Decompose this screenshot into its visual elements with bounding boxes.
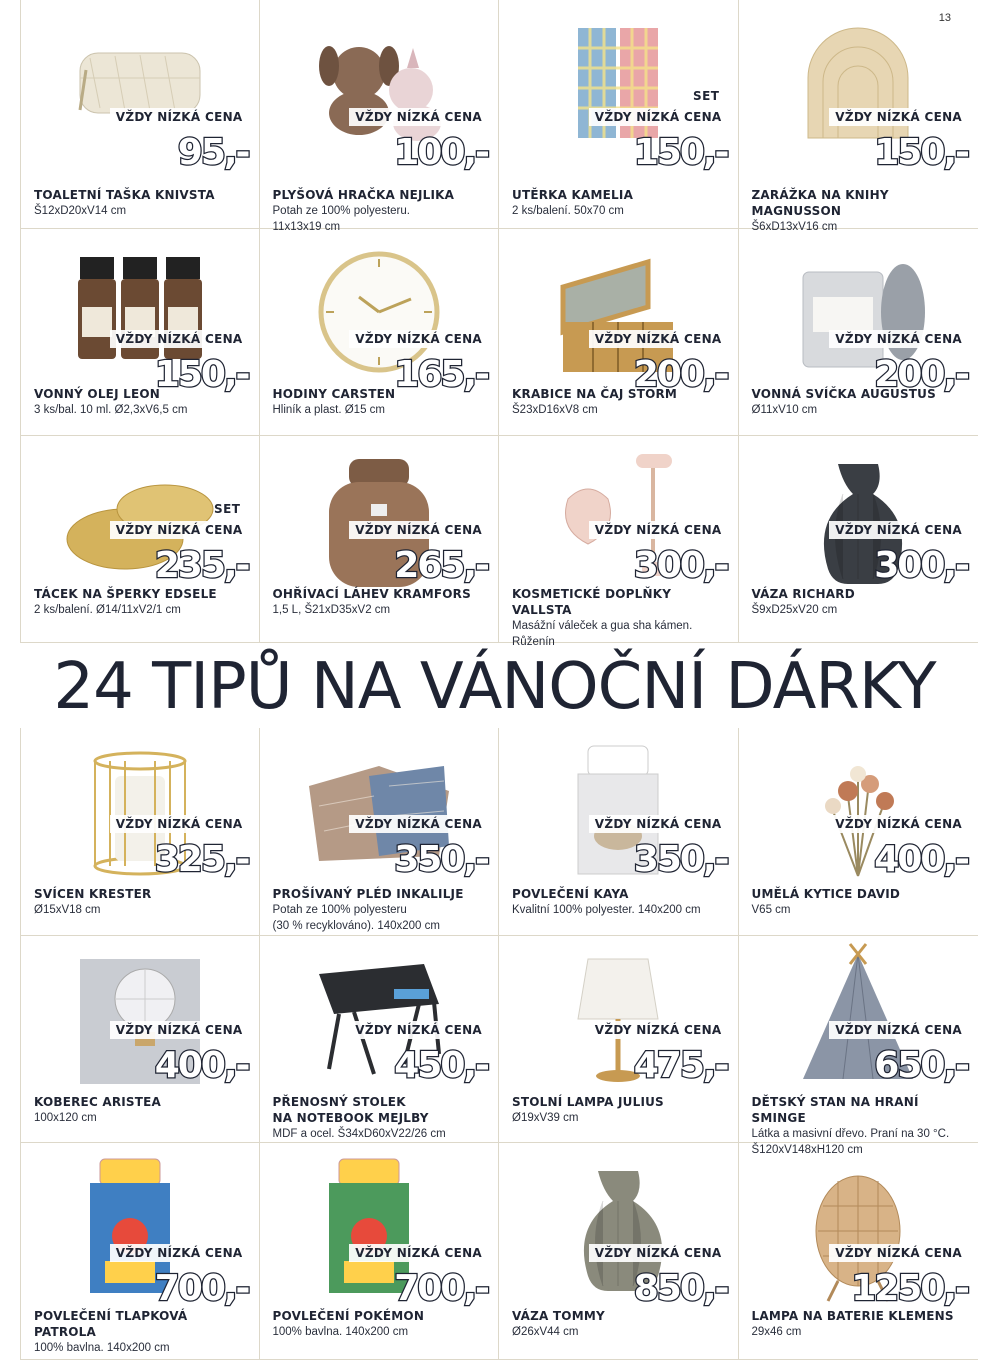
low-price-badge: VŽDY NÍZKÁ CENA: [589, 108, 728, 126]
product-description: Hliník a plast. Ø15 cm: [272, 404, 385, 416]
product-card[interactable]: [260, 936, 500, 1143]
product-info: [512, 187, 730, 219]
product-name: VÁZA RICHARD: [751, 587, 855, 601]
product-info: [512, 1308, 730, 1340]
product-name: TÁCEK NA ŠPERKY EDSELE: [34, 587, 217, 601]
price: 150,-: [154, 354, 249, 395]
product-card[interactable]: [499, 1143, 739, 1360]
low-price-badge: VŽDY NÍZKÁ CENA: [349, 1244, 488, 1262]
product-description: Š6xD13xV16 cm: [751, 221, 838, 233]
low-price-badge: VŽDY NÍZKÁ CENA: [829, 1021, 968, 1039]
product-info: [273, 886, 491, 934]
low-price-badge: VŽDY NÍZKÁ CENA: [110, 1021, 249, 1039]
low-price-badge: VŽDY NÍZKÁ CENA: [110, 330, 249, 348]
product-card[interactable]: [499, 229, 739, 436]
product-description: Ø15xV18 cm: [34, 904, 101, 916]
product-name: KOSMETICKÉ DOPLŇKY VALLSTA: [512, 587, 672, 617]
product-card[interactable]: [260, 229, 500, 436]
page-number: 13: [938, 12, 951, 24]
low-price-badge: VŽDY NÍZKÁ CENA: [589, 1021, 728, 1039]
product-card[interactable]: [739, 936, 979, 1156]
product-name: PLYŠOVÁ HRAČKA NEJLIKA: [272, 188, 455, 202]
low-price-badge: VŽDY NÍZKÁ CENA: [349, 1021, 488, 1039]
product-info: [273, 187, 491, 235]
product-description: 100% bavlna. 140x200 cm: [34, 1342, 170, 1354]
product-grid-top: [20, 0, 978, 648]
low-price-badge: VŽDY NÍZKÁ CENA: [589, 330, 728, 348]
product-card[interactable]: [20, 436, 260, 643]
low-price-badge: VŽDY NÍZKÁ CENA: [349, 815, 488, 833]
price: 475,-: [633, 1045, 728, 1086]
product-name: HODINY CARSTEN: [272, 387, 396, 401]
product-card[interactable]: [20, 229, 260, 436]
product-name: UMĚLÁ KYTICE DAVID: [751, 887, 901, 901]
product-description: (30 % recyklováno). 140x200 cm: [272, 920, 440, 932]
product-name: VÁZA TOMMY: [512, 1309, 605, 1323]
product-card[interactable]: [260, 1143, 500, 1360]
product-description: Ø11xV10 cm: [751, 404, 818, 416]
product-description: 1,5 L, Š21xD35xV2 cm: [272, 604, 391, 616]
product-info: [752, 886, 971, 918]
price: 150,-: [874, 132, 968, 173]
low-price-badge: VŽDY NÍZKÁ CENA: [110, 108, 249, 126]
product-card[interactable]: [739, 728, 979, 936]
product-description: V65 cm: [751, 904, 791, 916]
product-info: [752, 187, 971, 235]
price: 400,-: [874, 839, 968, 880]
low-price-badge: VŽDY NÍZKÁ CENA: [829, 815, 968, 833]
product-card[interactable]: [260, 0, 500, 233]
product-description: Š12xD20xV14 cm: [34, 205, 127, 217]
product-description: Potah ze 100% polyesteru.: [272, 205, 410, 217]
product-name: POVLEČENÍ POKÉMON: [272, 1309, 425, 1323]
product-card[interactable]: [260, 728, 500, 936]
product-card[interactable]: [499, 0, 739, 229]
product-description: 100x120 cm: [34, 1112, 97, 1124]
product-info: [273, 386, 491, 418]
low-price-badge: VŽDY NÍZKÁ CENA: [829, 521, 968, 539]
product-name: PŘENOSNÝ STOLEK: [272, 1095, 406, 1109]
price: 200,-: [633, 354, 728, 395]
price: 235,-: [154, 545, 249, 586]
product-info: [752, 386, 971, 418]
product-info: [273, 1094, 491, 1142]
product-info: [273, 1308, 491, 1340]
price: 1250,-: [851, 1268, 968, 1309]
product-name: KOBEREC ARISTEA: [34, 1095, 162, 1109]
product-name: VONNÁ SVÍČKA AUGUSTUS: [751, 387, 936, 401]
product-info: [34, 586, 251, 618]
product-name: UTĚRKA KAMELIA: [512, 188, 634, 202]
product-name: STOLNÍ LAMPA JULIUS: [512, 1095, 664, 1109]
product-description: 11x13x19 cm: [272, 221, 341, 233]
low-price-badge: VŽDY NÍZKÁ CENA: [589, 1244, 728, 1262]
product-info: [34, 386, 251, 418]
product-card[interactable]: [20, 728, 260, 936]
low-price-badge: VŽDY NÍZKÁ CENA: [829, 1244, 968, 1262]
price: 300,-: [874, 545, 968, 586]
product-card[interactable]: [739, 436, 979, 643]
plush-toy-icon: [300, 18, 459, 148]
product-description: Látka a masivní dřevo. Praní na 30 °C.: [751, 1128, 950, 1140]
price: 700,-: [394, 1268, 488, 1309]
price: 165,-: [394, 354, 488, 395]
low-price-badge: VŽDY NÍZKÁ CENA: [110, 1244, 249, 1262]
product-name: POVLEČENÍ TLAPKOVÁ PATROLA: [34, 1309, 188, 1339]
product-description: Ø19xV39 cm: [512, 1112, 579, 1124]
product-name: PROŠÍVANÝ PLÉD INKALILJE: [272, 887, 464, 901]
product-card[interactable]: [20, 0, 260, 229]
low-price-badge: VŽDY NÍZKÁ CENA: [829, 330, 968, 348]
product-card[interactable]: [499, 936, 739, 1143]
toiletry-bag-icon: [61, 18, 219, 148]
product-name: VONNÝ OLEJ LEON: [34, 387, 161, 401]
product-info: [512, 586, 730, 650]
low-price-badge: VŽDY NÍZKÁ CENA: [349, 330, 488, 348]
product-card[interactable]: [739, 229, 979, 436]
product-info: [512, 886, 730, 918]
product-info: [34, 886, 251, 918]
product-description: Ø26xV44 cm: [512, 1326, 579, 1338]
low-price-badge: VŽDY NÍZKÁ CENA: [829, 108, 968, 126]
low-price-badge: VŽDY NÍZKÁ CENA: [589, 815, 728, 833]
product-name: ZARÁŽKA NA KNIHY MAGNUSSON: [751, 188, 889, 218]
product-description: Masážní váleček a gua sha kámen.: [512, 620, 693, 632]
price: 450,-: [394, 1045, 488, 1086]
price: 325,-: [154, 839, 249, 880]
product-grid-bottom: [20, 728, 978, 1360]
product-description: Š23xD16xV8 cm: [512, 404, 598, 416]
product-info: [34, 187, 251, 219]
product-description: 2 ks/balení. 50x70 cm: [512, 205, 624, 217]
product-name: OHŘÍVACÍ LÁHEV KRAMFORS: [272, 587, 471, 601]
price: 350,-: [394, 839, 488, 880]
product-description: Růženín: [512, 636, 555, 648]
product-description: 3 ks/bal. 10 ml. Ø2,3xV6,5 cm: [34, 404, 188, 416]
set-label: SET: [692, 89, 720, 103]
product-description: Potah ze 100% polyesteru: [272, 904, 407, 916]
product-description: 29x46 cm: [751, 1326, 802, 1338]
price: 150,-: [633, 132, 728, 173]
product-name: TOALETNÍ TAŠKA KNIVSTA: [34, 188, 215, 202]
product-info: [512, 1094, 730, 1126]
product-info: [752, 1308, 971, 1340]
product-name: POVLEČENÍ KAYA: [512, 887, 629, 901]
product-name-line2: NA NOTEBOOK MEJLBY: [272, 1111, 429, 1125]
low-price-badge: VŽDY NÍZKÁ CENA: [589, 521, 728, 539]
price: 100,-: [394, 132, 488, 173]
set-label: SET: [213, 502, 241, 516]
price: 850,-: [633, 1268, 728, 1309]
price: 400,-: [154, 1045, 249, 1086]
product-card[interactable]: [499, 728, 739, 936]
product-card[interactable]: [739, 1143, 979, 1360]
product-description: MDF a ocel. Š34xD60xV22/26 cm: [272, 1128, 446, 1140]
product-description: Š9xD25xV20 cm: [751, 604, 838, 616]
product-info: [34, 1094, 251, 1126]
product-card[interactable]: [739, 0, 979, 233]
towel-icon: [539, 18, 698, 148]
product-card[interactable]: [20, 1143, 260, 1360]
low-price-badge: VŽDY NÍZKÁ CENA: [110, 521, 249, 539]
product-description: Kvalitní 100% polyester. 140x200 cm: [512, 904, 701, 916]
price: 350,-: [633, 839, 728, 880]
price: 700,-: [154, 1268, 249, 1309]
low-price-badge: VŽDY NÍZKÁ CENA: [349, 108, 488, 126]
price: 650,-: [874, 1045, 968, 1086]
bookend-icon: [779, 18, 939, 148]
product-name: LAMPA NA BATERIE KLEMENS: [751, 1309, 954, 1323]
product-description: 2 ks/balení. Ø14/11xV2/1 cm: [34, 604, 181, 616]
product-name: DĚTSKÝ STAN NA HRANÍ SMINGE: [751, 1095, 919, 1125]
price: 265,-: [394, 545, 488, 586]
product-info: [752, 586, 971, 618]
product-description: 100% bavlna. 140x200 cm: [272, 1326, 409, 1338]
price: 300,-: [633, 545, 728, 586]
product-info: [273, 586, 491, 618]
product-description: Š120xV148xH120 cm: [751, 1144, 863, 1156]
headline: 24 TIPŮ NA VÁNOČNÍ DÁRKY: [53, 650, 936, 724]
low-price-badge: VŽDY NÍZKÁ CENA: [349, 521, 488, 539]
product-card[interactable]: [20, 936, 260, 1143]
product-card[interactable]: [260, 436, 500, 643]
low-price-badge: VŽDY NÍZKÁ CENA: [110, 815, 249, 833]
product-info: [34, 1308, 251, 1356]
product-name: KRABICE NA ČAJ STORM: [512, 387, 678, 401]
product-name: SVÍCEN KRESTER: [34, 887, 152, 901]
price: 95,-: [177, 132, 249, 173]
product-card[interactable]: [499, 436, 739, 648]
price: 200,-: [874, 354, 968, 395]
product-info: [512, 386, 730, 418]
